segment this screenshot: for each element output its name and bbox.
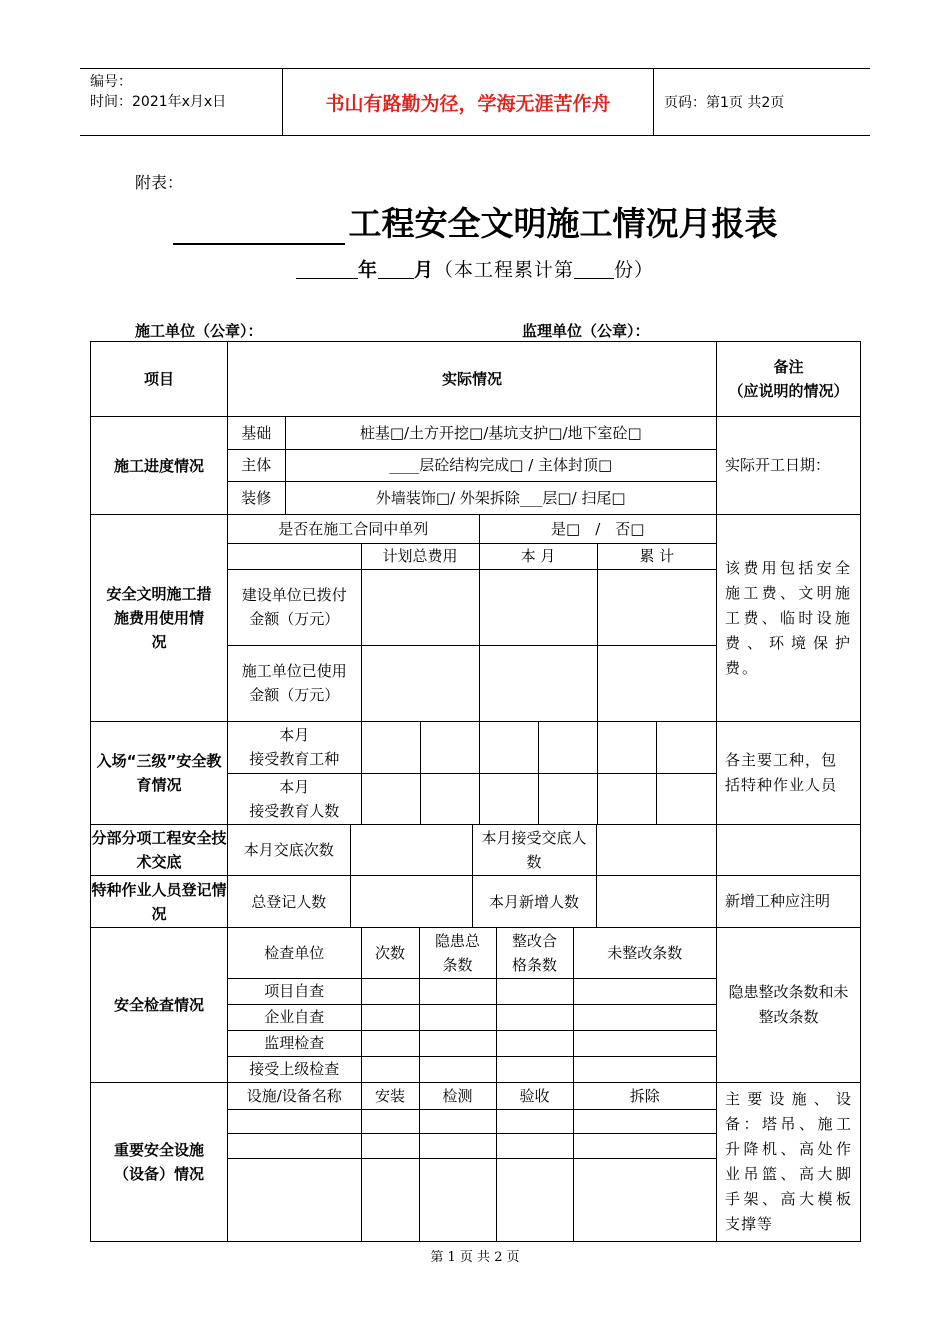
construction-unit-label: 施工单位（公章）： bbox=[135, 322, 263, 340]
table-row bbox=[228, 978, 716, 1004]
progress-row-value[interactable]: 外墙装饰□/ 外架拆除___层□/ 扫尾□ bbox=[285, 482, 716, 514]
education-input[interactable] bbox=[420, 773, 479, 824]
table-row bbox=[228, 722, 716, 773]
education-input[interactable] bbox=[361, 722, 420, 773]
report-table bbox=[90, 341, 861, 1242]
fee-input[interactable] bbox=[597, 569, 716, 645]
facility-header: 拆除 bbox=[573, 1083, 716, 1109]
header-motto: 书山有路勤为径，学海无涯苦作舟 bbox=[282, 69, 654, 135]
table-row bbox=[228, 1030, 716, 1056]
disclosure-count-input[interactable] bbox=[350, 825, 472, 875]
time-label: 时间：2021年x月x日 bbox=[90, 94, 227, 110]
table-row bbox=[228, 482, 716, 514]
inspection-row-label: 项目自查 bbox=[228, 978, 361, 1004]
table-row bbox=[228, 1004, 716, 1030]
disclosure-people-input[interactable] bbox=[596, 825, 716, 875]
progress-section bbox=[91, 417, 861, 515]
fee-header-total: 累 计 bbox=[597, 543, 716, 569]
facility-header: 设施/设备名称 bbox=[228, 1083, 361, 1109]
fee-input[interactable] bbox=[597, 645, 716, 721]
inspection-remark: 隐患整改条数和未整改条数 bbox=[717, 928, 861, 1083]
disclosure-people-label: 本月接受交底人数 bbox=[472, 825, 596, 875]
facility-input[interactable] bbox=[228, 1133, 361, 1158]
facilities-remark: 主要设施、设备：塔吊、施工升降机、高处作业吊篮、高大脚手架、高大模板支撑等 bbox=[717, 1083, 861, 1242]
number-label: 编号： bbox=[90, 74, 132, 90]
facility-input[interactable] bbox=[361, 1158, 419, 1241]
table-row bbox=[228, 543, 716, 569]
month-blank[interactable] bbox=[378, 258, 414, 279]
inspection-input[interactable] bbox=[361, 1030, 419, 1056]
inspection-input[interactable] bbox=[573, 1004, 716, 1030]
fee-input[interactable] bbox=[361, 569, 479, 645]
month-label: 月 bbox=[413, 259, 434, 281]
inspection-header: 检查单位 bbox=[228, 928, 361, 978]
fee-remark: 该费用包括安全施工费、文明施工费、临时设施费、环境保护费。 bbox=[717, 515, 861, 722]
table-row bbox=[228, 928, 716, 978]
facility-header: 安装 bbox=[361, 1083, 419, 1109]
table-row bbox=[228, 1158, 716, 1241]
supervision-unit-label: 监理单位（公章）： bbox=[522, 322, 650, 340]
inspection-header: 未整改条数 bbox=[573, 928, 716, 978]
special-section bbox=[91, 876, 861, 928]
fee-label: 安全文明施工措施费用使用情 况 bbox=[91, 515, 228, 722]
inspection-row-label: 监理检查 bbox=[228, 1030, 361, 1056]
inspection-input[interactable] bbox=[496, 1030, 573, 1056]
education-input[interactable] bbox=[538, 722, 597, 773]
inspection-input[interactable] bbox=[361, 1056, 419, 1082]
special-label: 特种作业人员登记情况 bbox=[91, 876, 228, 928]
table-row bbox=[228, 417, 716, 449]
contract-answer[interactable]: 是□ / 否□ bbox=[479, 515, 716, 543]
table-row bbox=[228, 1083, 716, 1109]
facility-input[interactable] bbox=[228, 1158, 361, 1241]
education-input[interactable] bbox=[598, 722, 657, 773]
project-name-blank[interactable] bbox=[173, 209, 345, 245]
disclosure-section bbox=[91, 825, 861, 876]
education-input[interactable] bbox=[538, 773, 597, 824]
progress-remark: 实际开工日期： bbox=[717, 417, 861, 515]
cumulative-blank[interactable] bbox=[574, 258, 614, 279]
col-actual-header: 实际情况 bbox=[228, 342, 717, 417]
table-row bbox=[228, 773, 716, 824]
inspection-input[interactable] bbox=[496, 1056, 573, 1082]
progress-row-value[interactable]: ____层砼结构完成□ / 主体封顶□ bbox=[285, 449, 716, 482]
table-row bbox=[228, 645, 716, 721]
progress-row-value[interactable]: 桩基□/土方开挖□/基坑支护□/地下室砼□ bbox=[285, 417, 716, 449]
facility-input[interactable] bbox=[361, 1109, 419, 1133]
progress-row-name: 基础 bbox=[228, 417, 285, 449]
facility-input[interactable] bbox=[496, 1158, 573, 1241]
col-item-header: 项目 bbox=[91, 342, 228, 417]
inspection-input[interactable] bbox=[573, 1030, 716, 1056]
facility-input[interactable] bbox=[573, 1158, 716, 1241]
facility-input[interactable] bbox=[419, 1158, 496, 1241]
report-period bbox=[0, 255, 950, 282]
inspection-row-label: 接受上级检查 bbox=[228, 1056, 361, 1082]
education-cell bbox=[228, 722, 717, 825]
table-row bbox=[228, 1056, 716, 1082]
facility-input[interactable] bbox=[496, 1133, 573, 1158]
progress-cell bbox=[228, 417, 717, 515]
fee-empty-corner bbox=[228, 543, 361, 569]
inspection-input[interactable] bbox=[496, 978, 573, 1004]
education-input[interactable] bbox=[657, 722, 716, 773]
disclosure-cell bbox=[228, 825, 717, 876]
special-cell bbox=[228, 876, 717, 928]
fee-row-label: 施工单位已使用金额（万元） bbox=[228, 645, 361, 721]
title-text: 工程安全文明施工情况月报表 bbox=[348, 204, 778, 243]
year-blank[interactable] bbox=[296, 258, 358, 279]
special-total-label: 总登记人数 bbox=[228, 876, 350, 927]
facilities-cell bbox=[228, 1083, 717, 1242]
facility-input[interactable] bbox=[573, 1109, 716, 1133]
document-header bbox=[80, 68, 870, 136]
facility-input[interactable] bbox=[496, 1109, 573, 1133]
facility-header: 验收 bbox=[496, 1083, 573, 1109]
table-row bbox=[228, 825, 716, 875]
inspection-input[interactable] bbox=[361, 1004, 419, 1030]
inspection-header: 整改合格条数 bbox=[496, 928, 573, 978]
facility-input[interactable] bbox=[361, 1133, 419, 1158]
inspection-input[interactable] bbox=[419, 1056, 496, 1082]
fee-input[interactable] bbox=[479, 645, 597, 721]
special-new-input[interactable] bbox=[596, 876, 716, 927]
education-input[interactable] bbox=[479, 773, 538, 824]
inspection-input[interactable] bbox=[419, 1030, 496, 1056]
page-title bbox=[0, 198, 950, 245]
fee-section bbox=[91, 515, 861, 722]
progress-row-name: 装修 bbox=[228, 482, 285, 514]
fee-row-label: 建设单位已拨付金额（万元） bbox=[228, 569, 361, 645]
page-footer: 第 1 页 共 2 页 bbox=[430, 1250, 520, 1265]
education-input[interactable] bbox=[598, 773, 657, 824]
fee-input[interactable] bbox=[361, 645, 479, 721]
education-input[interactable] bbox=[657, 773, 716, 824]
special-remark: 新增工种应注明 bbox=[717, 876, 861, 928]
cumulative-suffix: 份） bbox=[614, 259, 655, 281]
col-remark-header: 备注 （应说明的情况） bbox=[717, 342, 861, 417]
facility-header: 检测 bbox=[419, 1083, 496, 1109]
education-label: 入场“三级”安全教育情况 bbox=[91, 722, 228, 825]
disclosure-count-label: 本月交底次数 bbox=[228, 825, 350, 875]
progress-label: 施工进度情况 bbox=[91, 417, 228, 515]
inspection-cell bbox=[228, 928, 717, 1083]
facilities-label: 重要安全设施（设备）情况 bbox=[91, 1083, 228, 1242]
education-input[interactable] bbox=[420, 722, 479, 773]
table-row bbox=[228, 1109, 716, 1133]
progress-row-name: 主体 bbox=[228, 449, 285, 482]
year-label: 年 bbox=[357, 259, 378, 281]
facility-input[interactable] bbox=[573, 1133, 716, 1158]
table-row bbox=[228, 569, 716, 645]
fee-header-month: 本 月 bbox=[479, 543, 597, 569]
table-row bbox=[228, 876, 716, 927]
attachment-label: 附表： bbox=[135, 173, 184, 192]
education-section bbox=[91, 722, 861, 825]
education-input[interactable] bbox=[479, 722, 538, 773]
table-row bbox=[228, 1133, 716, 1158]
facility-input[interactable] bbox=[419, 1109, 496, 1133]
header-page-info: 页码：第1页 共2页 bbox=[664, 95, 785, 111]
special-new-label: 本月新增人数 bbox=[472, 876, 596, 927]
inspection-section bbox=[91, 928, 861, 1083]
special-total-input[interactable] bbox=[350, 876, 472, 927]
facilities-section bbox=[91, 1083, 861, 1242]
table-row bbox=[228, 515, 716, 543]
table-header-row bbox=[91, 342, 861, 417]
education-input[interactable] bbox=[361, 773, 420, 824]
cumulative-prefix: （本工程累计第 bbox=[434, 259, 575, 281]
disclosure-remark bbox=[717, 825, 861, 876]
disclosure-label: 分部分项工程安全技术交底 bbox=[91, 825, 228, 876]
table-row bbox=[228, 449, 716, 482]
fee-header-plan: 计划总费用 bbox=[361, 543, 479, 569]
facility-input[interactable] bbox=[228, 1109, 361, 1133]
contract-question: 是否在施工合同中单列 bbox=[228, 515, 479, 543]
inspection-input[interactable] bbox=[361, 978, 419, 1004]
education-remark: 各主要工种，包括特种作业人员 bbox=[717, 722, 861, 825]
fee-input[interactable] bbox=[479, 569, 597, 645]
inspection-input[interactable] bbox=[419, 978, 496, 1004]
header-meta bbox=[80, 69, 282, 135]
inspection-input[interactable] bbox=[419, 1004, 496, 1030]
education-row-label: 本月 接受教育人数 bbox=[228, 773, 361, 824]
inspection-label: 安全检查情况 bbox=[91, 928, 228, 1083]
inspection-row-label: 企业自查 bbox=[228, 1004, 361, 1030]
fee-cell bbox=[228, 515, 717, 722]
inspection-input[interactable] bbox=[573, 1056, 716, 1082]
inspection-input[interactable] bbox=[496, 1004, 573, 1030]
inspection-header: 隐患总条数 bbox=[419, 928, 496, 978]
inspection-input[interactable] bbox=[573, 978, 716, 1004]
facility-input[interactable] bbox=[419, 1133, 496, 1158]
inspection-header: 次数 bbox=[361, 928, 419, 978]
education-row-label: 本月 接受教育工种 bbox=[228, 722, 361, 773]
